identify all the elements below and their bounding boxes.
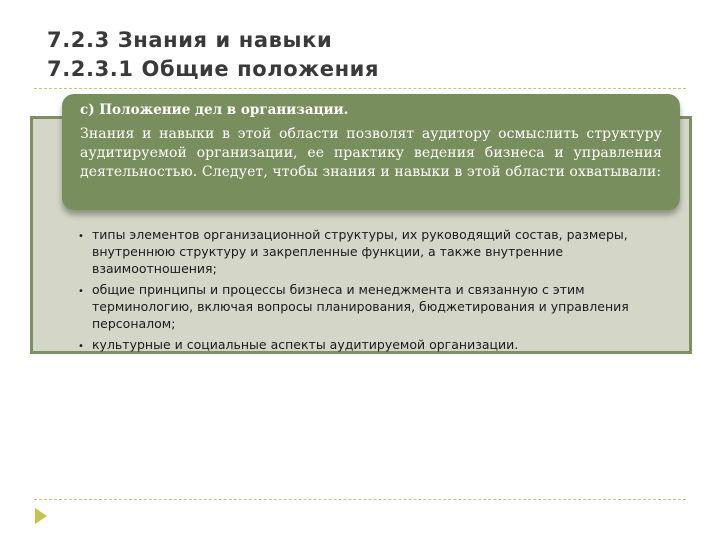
callout-box <box>62 94 680 210</box>
list-item-text: общие принципы и процессы бизнеса и менеджмента и связанную с этим терминологию, включая вопросы планирования, бюджетирования и управления персоналом; <box>92 282 629 331</box>
list-item <box>78 226 668 277</box>
callout-text: Знания и навыки в этой области позволят аудитору осмыслить структуру аудитируемой организации, ее практику ведения бизнеса и управления деятельностью. Следует, чтобы знания и навыки в этой области охватывали: <box>80 126 662 180</box>
title-line-1: 7.2.3 Знания и навыки <box>47 28 333 52</box>
bullet-list <box>78 226 668 357</box>
slide-title <box>47 26 379 84</box>
triangle-right-icon <box>35 508 47 524</box>
bullet-icon: • <box>78 286 84 297</box>
callout-heading: c) Положение дел в организации. <box>80 102 349 118</box>
list-item <box>78 336 668 353</box>
list-item-text: культурные и социальные аспекты аудитируемой организации. <box>92 337 519 352</box>
bottom-divider <box>34 499 686 500</box>
title-line-2: 7.2.3.1 Общие положения <box>47 57 380 81</box>
bullet-icon: • <box>78 231 84 242</box>
list-item-text: типы элементов организационной структуры, их руководящий состав, размеры, внутреннюю структуру и закрепленные функции, а также внутренние взаимоотношения; <box>92 227 628 276</box>
bullet-icon: • <box>78 341 84 352</box>
list-item <box>78 281 668 332</box>
top-divider <box>34 88 686 89</box>
